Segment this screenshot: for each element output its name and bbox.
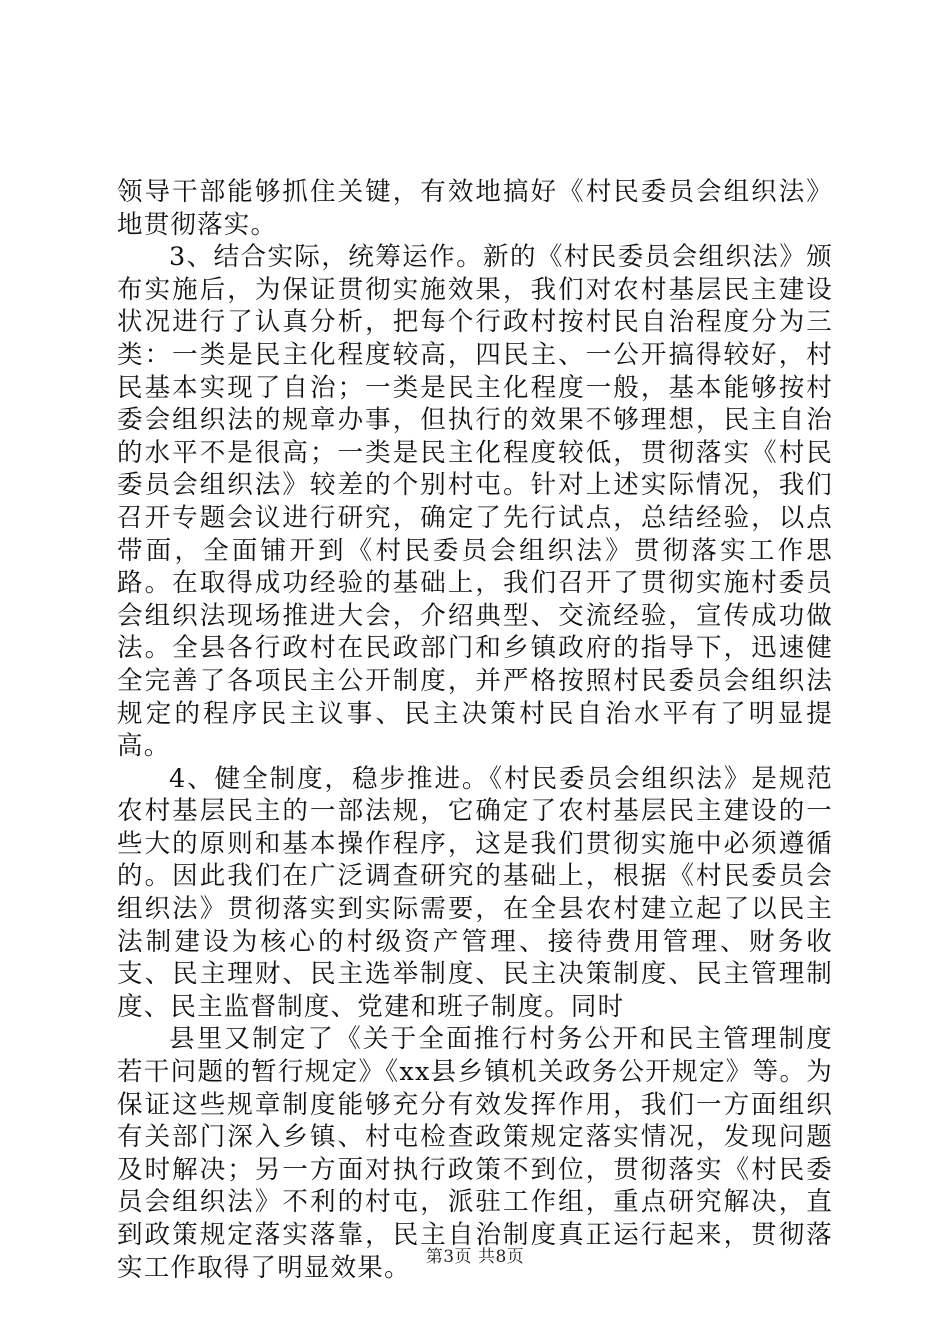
paragraph-section-4: 4、健全制度，稳步推进。《村民委员会组织法》是规范农村基层民主的一部法规，它确定了农村基层民主建设的一些大的原则和基本操作程序，这是我们贯彻实施中必须遵循的。因此我们在广泛调查研究的基础上，根据《村民委员会组织法》贯彻落实到实际需要，在全县农村建立起了以民主法制建设为核心的村级资产管理、接待费用管理、财务收支、民主理财、民主选举制度、民主决策制度、民主管理制度、民主监督制度、党建和班子制度。同时 [117, 763, 833, 1022]
page-number-footer: 第3页 共8页 [425, 1247, 525, 1267]
paragraph-regulations: 县里又制定了《关于全面推行村务公开和民主管理制度若干问题的暂行规定》《xx县乡镇机关政务公开规定》等。为保证这些规章制度能够充分有效发挥作用，我们一方面组织有关部门深入乡镇、村屯检查政策规定落实情况，发现问题及时解决；另一方面对执行政策不到位，贯彻落实《村民委员会组织法》不利的村屯，派驻工作组，重点研究解决，直到政策规定落实落靠，民主自治制度真正运行起来，贯彻落实工作取得了明显效果。 [117, 1024, 833, 1283]
paragraph-continuation: 领导干部能够抓住关键，有效地搞好《村民委员会组织法》地贯彻落实。 [117, 177, 833, 240]
document-body [117, 176, 833, 1284]
paragraph-section-3: 3、结合实际，统筹运作。新的《村民委员会组织法》颁布实施后，为保证贯彻实施效果，我们对农村基层民主建设状况进行了认真分析，把每个行政村按村民自治程度分为三类：一类是民主化程度较高，四民主、一公开搞得较好，村民基本实现了自治；一类是民主化程度一般，基本能够按村委会组织法的规章办事，但执行的效果不够理想，民主自治的水平不是很高；一类是民主化程度较低，贯彻落实《村民委员会组织法》较差的个别村屯。针对上述实际情况，我们召开专题会议进行研究，确定了先行试点，总结经验，以点带面，全面铺开到《村民委员会组织法》贯彻落实工作思路。在取得成功经验的基础上，我们召开了贯彻实施村委员会组织法现场推进大会，介绍典型、交流经验，宣传成功做法。全县各行政村在民政部门和乡镇政府的指导下，迅速健全完善了各项民主公开制度，并严格按照村民委员会组织法规定的程序民主议事、民主决策村民自治水平有了明显提高。 [117, 242, 833, 762]
